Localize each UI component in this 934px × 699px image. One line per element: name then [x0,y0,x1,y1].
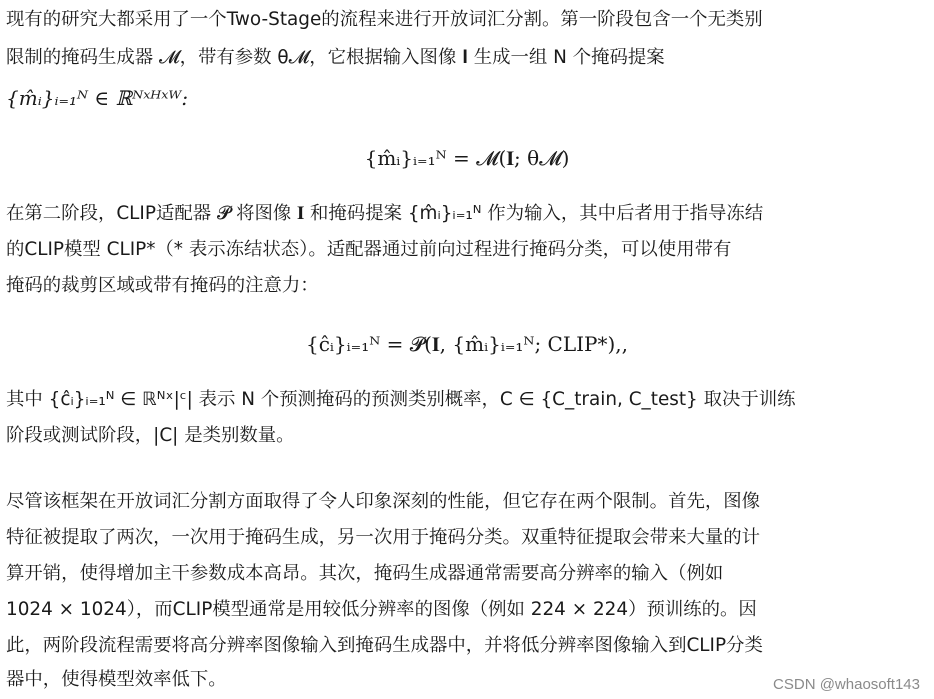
paragraph-4-line-4: 1024 × 1024），而CLIP模型通常是用较低分辨率的图像（例如 224 × 224）预训练的。因 [6,599,757,620]
paragraph-2-line-2: 的CLIP模型 CLIP*（* 表示冻结状态）。适配器通过前向过程进行掩码分类，可以使用带有 [6,239,732,260]
paragraph-4-line-2: 特征被提取了两次，一次用于掩码生成，另一次用于掩码分类。双重特征提取会带来大量的计 [6,527,761,548]
paragraph-3-line-2: 阶段或测试阶段，|C| 是类别数量。 [6,425,295,446]
paragraph-2-line-3: 掩码的裁剪区域或带有掩码的注意力： [6,275,319,296]
paragraph-1-line-3: {m̂ᵢ}ᵢ₌₁ᴺ ∈ ℝᴺˣᴴˣᵂ: [6,86,189,110]
paragraph-4-line-6: 器中，使得模型效率低下。 [6,669,227,690]
paragraph-4-line-1: 尽管该框架在开放词汇分割方面取得了令人印象深刻的性能，但它存在两个限制。首先，图像 [6,491,761,512]
paragraph-1-line-2: 限制的掩码生成器 𝓜，带有参数 θ𝓜，它根据输入图像 𝐈 生成一组 N 个掩码提案 [6,47,665,68]
equation-clip-adapter: {ĉᵢ}ᵢ₌₁ᴺ = 𝓟(𝐈, {m̂ᵢ}ᵢ₌₁ᴺ; CLIP*),, [305,332,629,356]
paragraph-1-line-1: 现有的研究大都采用了一个Two-Stage的流程来进行开放词汇分割。第一阶段包含一个无类别 [6,9,763,30]
csdn-watermark: CSDN @whaosoft143 [773,676,920,693]
paragraph-3-line-1: 其中 {ĉᵢ}ᵢ₌₁ᴺ ∈ ℝᴺˣ|ᶜ| 表示 N 个预测掩码的预测类别概率，C ∈ {C_train, C_test} 取决于训练 [6,389,796,410]
paragraph-2-line-1: 在第二阶段，CLIP适配器 𝓟 将图像 𝐈 和掩码提案 {m̂ᵢ}ᵢ₌₁ᴺ 作为输入，其中后者用于指导冻结 [6,203,764,224]
paragraph-4-line-3: 算开销，使得增加主干参数成本高昂。其次，掩码生成器通常需要高分辨率的输入（例如 [6,563,724,584]
paragraph-4-line-5: 此，两阶段流程需要将高分辨率图像输入到掩码生成器中，并将低分辨率图像输入到CLIP分类 [6,635,763,656]
equation-mask-generation: {m̂ᵢ}ᵢ₌₁ᴺ = 𝓜(𝐈; θ𝓜) [364,146,570,170]
